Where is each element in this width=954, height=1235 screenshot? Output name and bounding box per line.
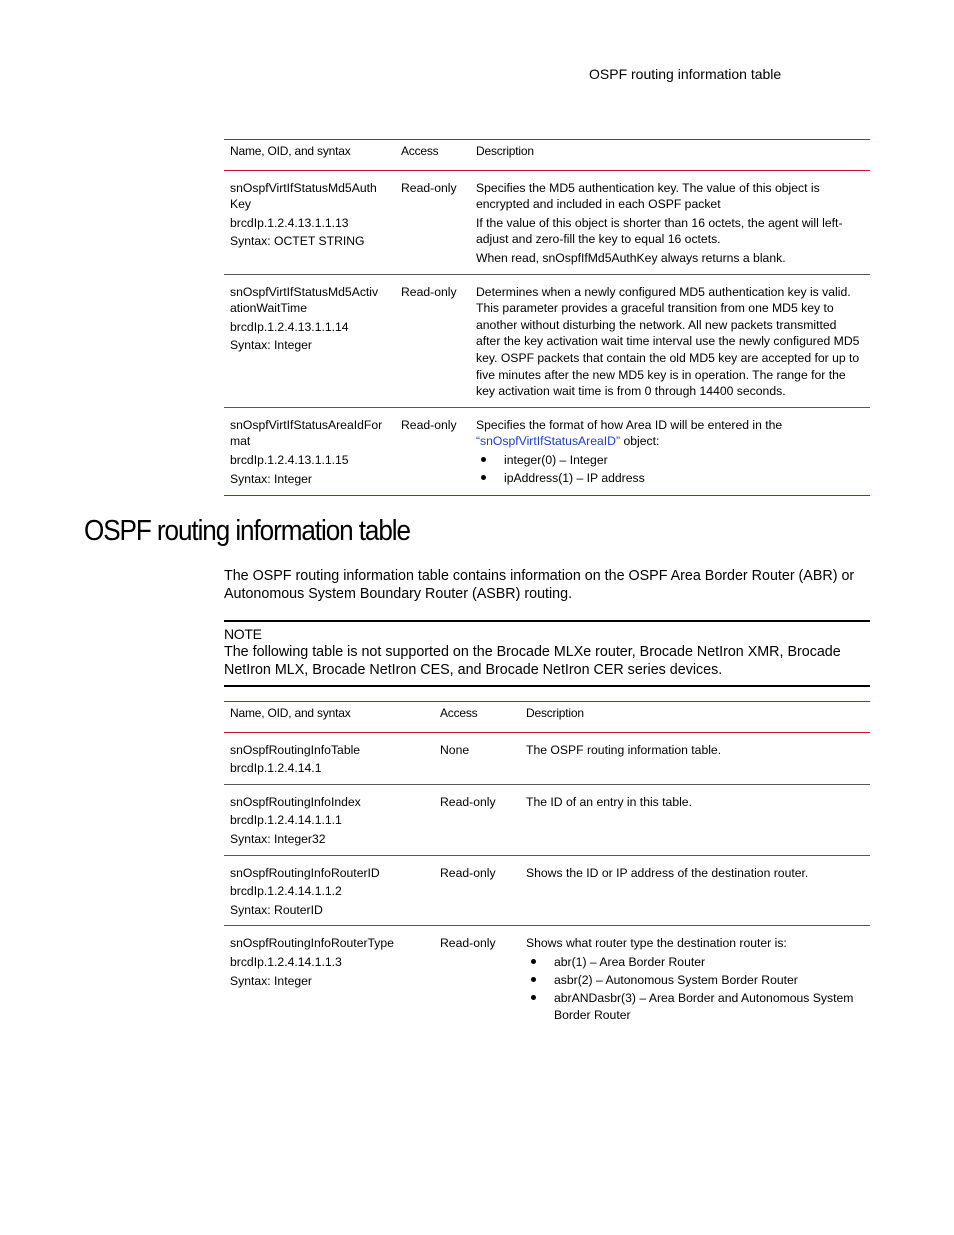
object-name-cell: [224, 732, 434, 784]
column-header-access: Access: [434, 702, 520, 733]
description-paragraph: When read, snOspfIfMd5AuthKey always returns a blank.: [476, 250, 786, 265]
object-syntax: Syntax: Integer: [230, 338, 312, 353]
column-header-name: Name, OID, and syntax: [224, 140, 395, 171]
object-syntax: Syntax: Integer: [230, 973, 312, 988]
object-oid: brcdIp.1.2.4.13.1.1.13: [230, 215, 349, 230]
table-row: [224, 855, 870, 926]
bullet-item: abr(1) – Area Border Router: [526, 954, 864, 971]
description-cell: [470, 170, 870, 274]
object-name-cont: mat: [230, 434, 251, 449]
table-row: [224, 732, 870, 784]
object-name: snOspfRoutingInfoTable: [230, 742, 361, 757]
mib-table-virt-if-status: [224, 139, 870, 496]
table-row: [224, 407, 870, 495]
access-cell: None: [434, 732, 520, 784]
access-cell: Read-only: [395, 170, 470, 274]
bullet-list: [476, 452, 864, 487]
access-cell: Read-only: [395, 274, 470, 407]
object-oid: brcdIp.1.2.4.14.1.1.2: [230, 884, 342, 899]
description-cell: [470, 407, 870, 495]
description-cell: The OSPF routing information table.: [520, 732, 870, 784]
object-oid: brcdIp.1.2.4.14.1: [230, 761, 322, 776]
access-cell: Read-only: [440, 936, 496, 951]
mib-table-routing-info: [224, 701, 870, 1031]
object-syntax: Syntax: RouterID: [230, 902, 323, 917]
object-name-cell: [224, 784, 434, 855]
column-header-name: Name, OID, and syntax: [224, 702, 434, 733]
description-paragraph: If the value of this object is shorter than 16 octets, the agent will left-adjust and zero-fill the key to equal 16 octets.: [476, 215, 843, 247]
note-text: The following table is not supported on the Brocade MLXe router, Brocade NetIron XMR, Brocade NetIron MLX, Brocade NetIron CES, and Brocade NetIron CER series devices.: [224, 644, 841, 678]
object-name: snOspfRoutingInfoRouterType: [230, 936, 394, 951]
description-cell: The ID of an entry in this table.: [520, 784, 870, 855]
object-name-cont: ationWaitTime: [230, 301, 307, 316]
column-header-description: Description: [470, 140, 870, 171]
description-cell: Shows the ID or IP address of the destination router.: [520, 855, 870, 926]
access-cell: Read-only: [434, 784, 520, 855]
object-name-cell: [224, 926, 434, 1032]
table-row: [224, 926, 870, 1032]
bullet-item: abrANDasbr(3) – Area Border and Autonomous System Border Router: [526, 990, 864, 1023]
object-name: snOspfVirtIfStatusMd5Auth: [230, 180, 377, 195]
object-oid: brcdIp.1.2.4.14.1.1.3: [230, 954, 342, 969]
access-cell: Read-only: [395, 407, 470, 495]
column-header-description: Description: [520, 702, 870, 733]
object-name-cont: Key: [230, 197, 252, 212]
description-text-suffix: object:: [623, 434, 660, 449]
object-name-cell: [224, 407, 395, 495]
bullet-item: asbr(2) – Autonomous System Border Router: [526, 972, 864, 989]
object-syntax: Syntax: OCTET STRING: [230, 234, 365, 249]
description-paragraph: Determines when a newly configured MD5 authentication key is valid. This parameter provides a graceful transition from one MD5 key to another without disturbing the network. All new packets transmitted after the key activation wait time interval use the newly configured MD5 key. OSPF packets that contain the old MD5 key are accepted for up to five minutes after the new MD5 key is in operation. The range for the key activation wait time is from 0 through 14400 seconds.: [476, 284, 860, 399]
description-cell: [470, 274, 870, 407]
bullet-item: ipAddress(1) – IP address: [476, 470, 864, 487]
object-name: snOspfRoutingInfoRouterID: [230, 865, 380, 880]
running-header: OSPF routing information table: [589, 66, 782, 82]
object-oid: brcdIp.1.2.4.13.1.1.15: [230, 452, 349, 467]
table-row: [224, 170, 870, 274]
object-oid: brcdIp.1.2.4.13.1.1.14: [230, 319, 349, 334]
intro-paragraph: The OSPF routing information table contains information on the OSPF Area Border Router (ABR) or Autonomous System Boundary Router (ASBR) routing.: [224, 568, 855, 602]
object-syntax: Syntax: Integer32: [230, 831, 326, 846]
bullet-list: [526, 954, 864, 1023]
object-name-cell: [224, 170, 395, 274]
object-name-cell: [224, 855, 434, 926]
description-paragraph: Specifies the MD5 authentication key. The value of this object is encrypted and included in each OSPF packet: [476, 180, 820, 212]
table-row: [224, 784, 870, 855]
object-name: snOspfRoutingInfoIndex: [230, 794, 361, 809]
cross-reference-link[interactable]: “snOspfVirtIfStatusAreaID”: [476, 434, 621, 449]
description-text: Specifies the format of how Area ID will be entered in the: [476, 417, 783, 432]
bullet-item: integer(0) – Integer: [476, 452, 864, 469]
object-name-cell: [224, 274, 395, 407]
section-title: OSPF routing information table: [84, 515, 410, 547]
description-text: Shows what router type the destination router is:: [526, 936, 787, 951]
access-cell: Read-only: [434, 855, 520, 926]
object-name: snOspfVirtIfStatusMd5Activ: [230, 284, 379, 299]
object-name: snOspfVirtIfStatusAreaIdFor: [230, 417, 383, 432]
object-oid: brcdIp.1.2.4.14.1.1.1: [230, 813, 342, 828]
note-label: NOTE: [224, 626, 262, 642]
column-header-access: Access: [395, 140, 470, 171]
table-header-row: [224, 140, 870, 171]
table-header-row: [224, 702, 870, 733]
table-row: [224, 274, 870, 407]
description-cell: [520, 926, 870, 1032]
object-syntax: Syntax: Integer: [230, 471, 312, 486]
note-box: [224, 620, 870, 687]
